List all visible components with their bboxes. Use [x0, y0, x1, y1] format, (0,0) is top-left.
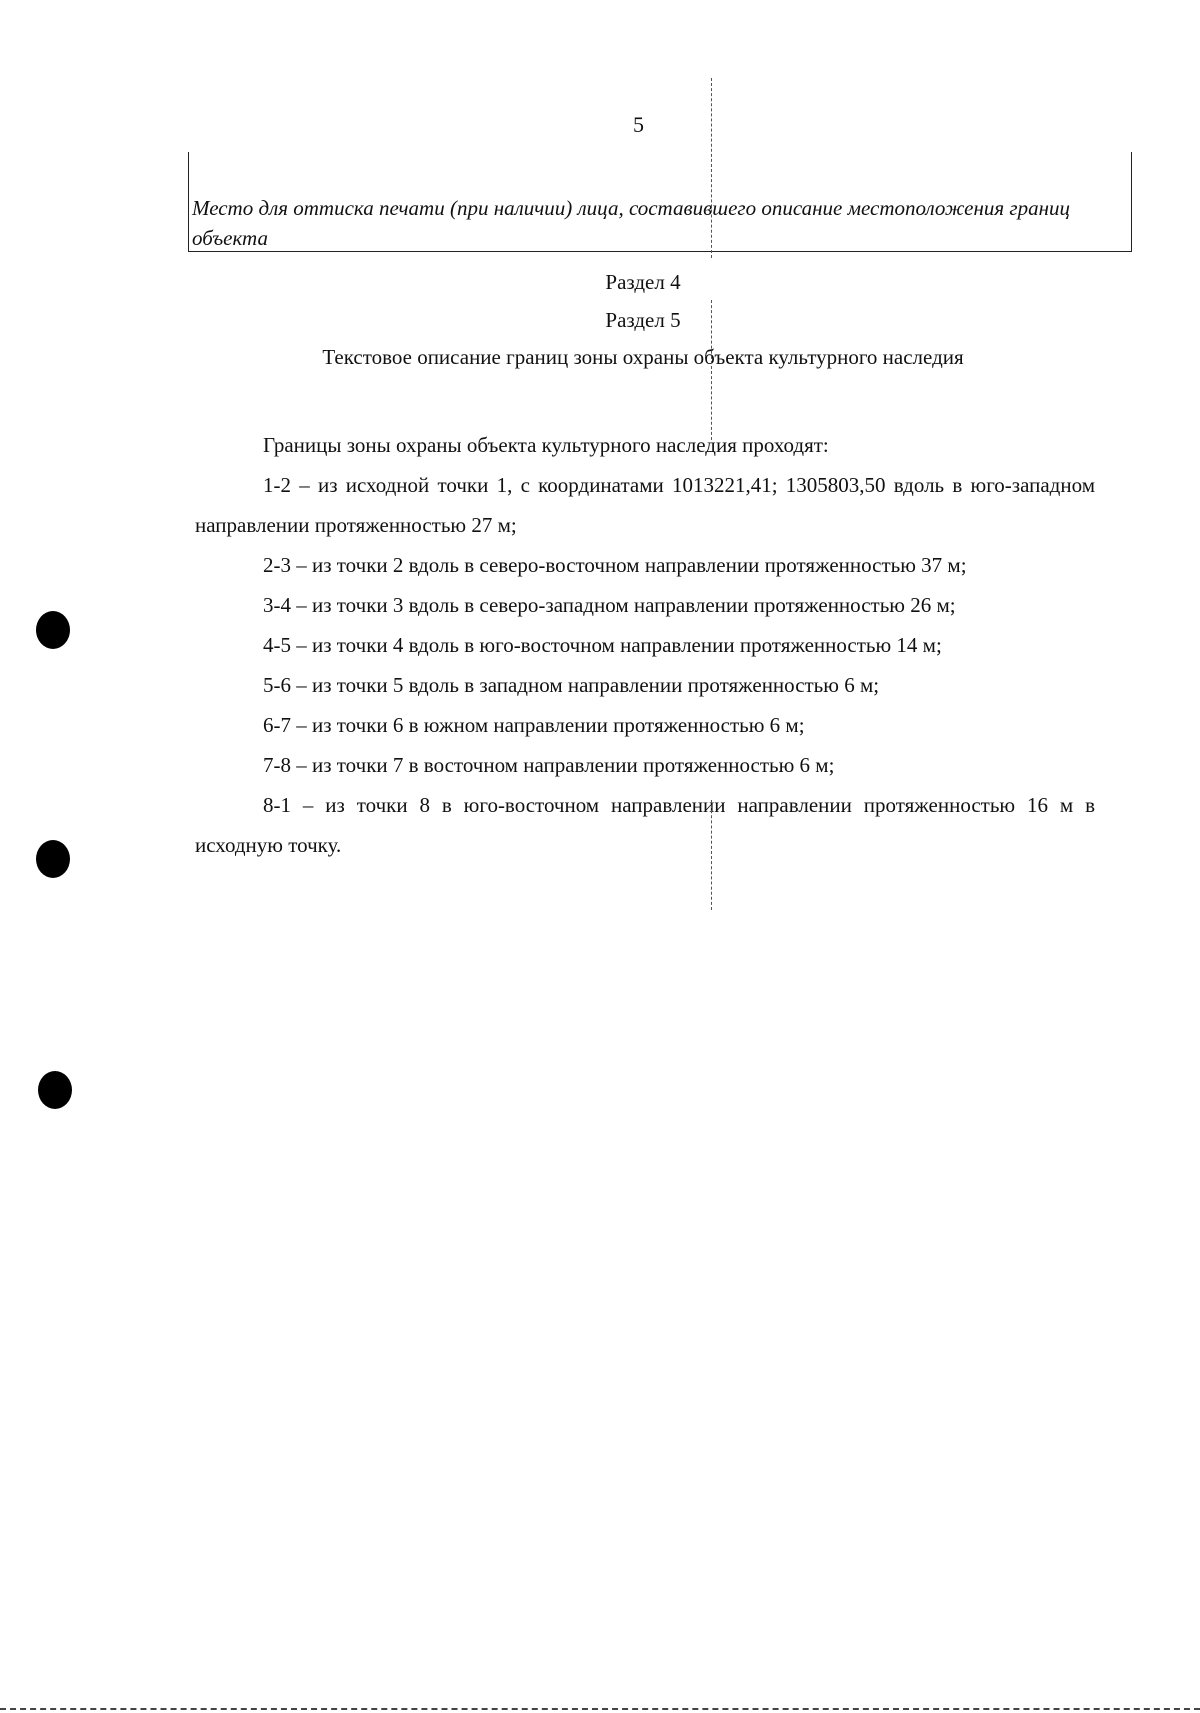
- section-5-heading: Раздел 5: [605, 308, 681, 332]
- segment-7-8: 7-8 – из точки 7 в восточном направлении протяженностью 6 м;: [263, 753, 835, 777]
- page-bottom-edge: [0, 1708, 1200, 1710]
- segment-4-5: 4-5 – из точки 4 вдоль в юго-восточном направлении протяженностью 14 м;: [263, 633, 942, 657]
- segment-3-4: 3-4 – из точки 3 вдоль в северо-западном направлении протяженностью 26 м;: [263, 593, 956, 617]
- page-number: 5: [633, 112, 644, 137]
- segment-8-1: 8-1 – из точки 8 в юго-восточном направлении направлении протяженностью 16 м в исходную точку.: [195, 793, 1095, 857]
- punch-hole: [36, 611, 70, 649]
- segment-2-3: 2-3 – из точки 2 вдоль в северо-восточном направлении протяженностью 37 м;: [263, 553, 967, 577]
- section-4-heading: Раздел 4: [605, 270, 681, 294]
- punch-hole: [38, 1071, 72, 1109]
- document-title: Текстовое описание границ зоны охраны объекта культурного наследия: [322, 345, 964, 369]
- segment-5-6: 5-6 – из точки 5 вдоль в западном направлении протяженностью 6 м;: [263, 673, 880, 697]
- fold-line: [711, 800, 712, 910]
- fold-line: [711, 78, 712, 258]
- fold-line: [711, 300, 712, 440]
- intro-paragraph: Границы зоны охраны объекта культурного наследия проходят:: [263, 433, 829, 457]
- boundary-description: [195, 425, 1095, 865]
- segment-6-7: 6-7 – из точки 6 в южном направлении протяженностью 6 м;: [263, 713, 805, 737]
- segment-1-2: 1-2 – из исходной точки 1, с координатами 1013221,41; 1305803,50 вдоль в юго-западном направлении протяженностью 27 м;: [195, 473, 1095, 537]
- stamp-placeholder-text: Место для оттиска печати (при наличии) лица, составившего описание местоположения границ объекта: [192, 196, 1071, 250]
- punch-hole: [36, 840, 70, 878]
